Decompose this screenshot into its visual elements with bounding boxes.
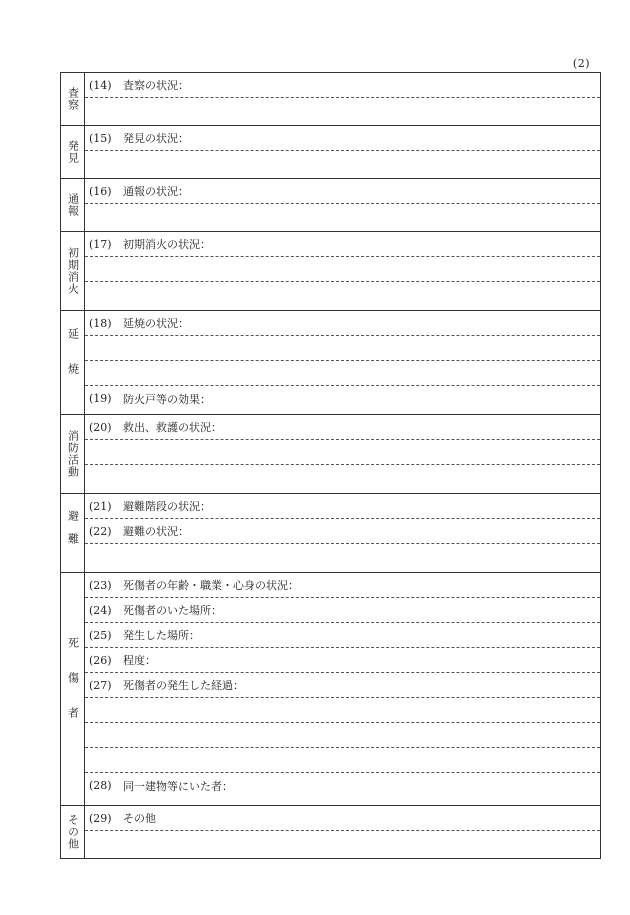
field-casualty-profile[interactable] bbox=[85, 573, 600, 598]
item-number: (22) bbox=[89, 524, 112, 538]
item-number: (24) bbox=[89, 603, 112, 617]
section-label-evacuation: 避難 bbox=[66, 510, 80, 556]
blank-line[interactable] bbox=[85, 465, 600, 490]
section-inspection bbox=[61, 73, 600, 126]
section-content bbox=[85, 179, 600, 231]
item-number: (15) bbox=[89, 131, 112, 145]
field-evacuation-stairs[interactable] bbox=[85, 494, 600, 519]
blank-line[interactable] bbox=[85, 748, 600, 773]
item-label: 同一建物等にいた者： bbox=[123, 779, 233, 793]
section-initial-fire bbox=[61, 232, 600, 311]
blank-line[interactable] bbox=[85, 544, 600, 569]
item-number: (21) bbox=[89, 499, 112, 513]
field-other[interactable] bbox=[85, 806, 600, 831]
blank-line[interactable] bbox=[85, 204, 600, 229]
item-label: 避難階段の状況： bbox=[123, 500, 211, 513]
section-label-other: その他 bbox=[66, 814, 80, 850]
field-report-status[interactable] bbox=[85, 179, 600, 204]
item-number: (16) bbox=[89, 184, 112, 198]
section-label-firefighting: 消防活動 bbox=[66, 430, 80, 478]
section-label-report: 通報 bbox=[66, 193, 80, 217]
field-casualty-progress[interactable] bbox=[85, 673, 600, 698]
field-spread-status[interactable] bbox=[85, 311, 600, 336]
section-other bbox=[61, 806, 600, 859]
item-number: (18) bbox=[89, 316, 112, 330]
section-discovery bbox=[61, 126, 600, 179]
item-number: (20) bbox=[89, 420, 112, 434]
field-discovery-status[interactable] bbox=[85, 126, 600, 151]
section-content bbox=[85, 73, 600, 125]
section-content bbox=[85, 806, 600, 858]
item-number: (29) bbox=[89, 811, 112, 825]
item-label: 初期消火の状況： bbox=[123, 238, 211, 251]
section-label-cell bbox=[61, 494, 85, 572]
blank-line[interactable] bbox=[85, 831, 600, 856]
section-label-cell bbox=[61, 415, 85, 493]
section-label-casualties: 死傷者 bbox=[66, 636, 80, 742]
section-label-spread: 延焼 bbox=[66, 327, 80, 398]
item-label: 発生した場所： bbox=[123, 629, 200, 642]
field-evacuation-status[interactable] bbox=[85, 519, 600, 544]
field-rescue-status[interactable] bbox=[85, 415, 600, 440]
section-label-cell bbox=[61, 573, 85, 805]
section-label-cell bbox=[61, 179, 85, 231]
section-content bbox=[85, 126, 600, 178]
section-label-discovery: 発見 bbox=[66, 140, 80, 164]
section-label-cell bbox=[61, 73, 85, 125]
field-occurrence-location[interactable] bbox=[85, 623, 600, 648]
blank-line[interactable] bbox=[85, 440, 600, 465]
item-label: その他 bbox=[123, 812, 156, 825]
item-label: 延焼の状況： bbox=[123, 317, 189, 330]
item-number: (26) bbox=[89, 653, 112, 667]
blank-line[interactable] bbox=[85, 698, 600, 723]
blank-line[interactable] bbox=[85, 98, 600, 123]
section-label-inspection: 査察 bbox=[66, 87, 80, 111]
blank-line[interactable] bbox=[85, 257, 600, 282]
section-label-cell bbox=[61, 232, 85, 310]
blank-line[interactable] bbox=[85, 361, 600, 386]
section-firefighting bbox=[61, 415, 600, 494]
section-casualties bbox=[61, 573, 600, 806]
item-label: 防火戸等の効果： bbox=[123, 392, 211, 406]
item-label: 通報の状況： bbox=[123, 185, 189, 198]
blank-line[interactable] bbox=[85, 282, 600, 307]
page-number: (2) bbox=[572, 57, 590, 70]
item-number: (19) bbox=[89, 392, 112, 405]
section-label-cell bbox=[61, 311, 85, 414]
section-label-initial-fire: 初期消火 bbox=[66, 247, 80, 295]
field-initial-fire-status[interactable] bbox=[85, 232, 600, 257]
item-label: 避難の状況： bbox=[123, 525, 189, 538]
item-number: (14) bbox=[89, 78, 112, 92]
section-label-cell bbox=[61, 126, 85, 178]
report-form bbox=[60, 72, 601, 859]
section-evacuation bbox=[61, 494, 600, 573]
section-content bbox=[85, 415, 600, 493]
section-content bbox=[85, 494, 600, 572]
section-content bbox=[85, 232, 600, 310]
section-content bbox=[85, 573, 600, 805]
item-number: (23) bbox=[89, 578, 112, 592]
blank-line[interactable] bbox=[85, 336, 600, 361]
field-occupants[interactable] bbox=[85, 773, 600, 798]
item-label: 程度： bbox=[123, 654, 156, 667]
section-report bbox=[61, 179, 600, 232]
item-label: 査察の状況： bbox=[123, 79, 189, 92]
item-number: (25) bbox=[89, 628, 112, 642]
field-fire-door-effect[interactable] bbox=[85, 386, 600, 411]
item-number: (17) bbox=[89, 237, 112, 251]
field-severity[interactable] bbox=[85, 648, 600, 673]
field-inspection-status[interactable] bbox=[85, 73, 600, 98]
item-label: 死傷者の発生した経過： bbox=[123, 679, 244, 692]
item-label: 発見の状況： bbox=[123, 132, 189, 145]
field-casualty-location[interactable] bbox=[85, 598, 600, 623]
section-spread bbox=[61, 311, 600, 415]
item-label: 死傷者の年齢・職業・心身の状況： bbox=[123, 579, 299, 592]
item-number: (28) bbox=[89, 779, 112, 792]
section-label-cell bbox=[61, 806, 85, 858]
section-content bbox=[85, 311, 600, 414]
item-number: (27) bbox=[89, 678, 112, 692]
blank-line[interactable] bbox=[85, 151, 600, 176]
item-label: 救出、救護の状況： bbox=[123, 421, 222, 434]
item-label: 死傷者のいた場所： bbox=[123, 604, 222, 617]
blank-line[interactable] bbox=[85, 723, 600, 748]
